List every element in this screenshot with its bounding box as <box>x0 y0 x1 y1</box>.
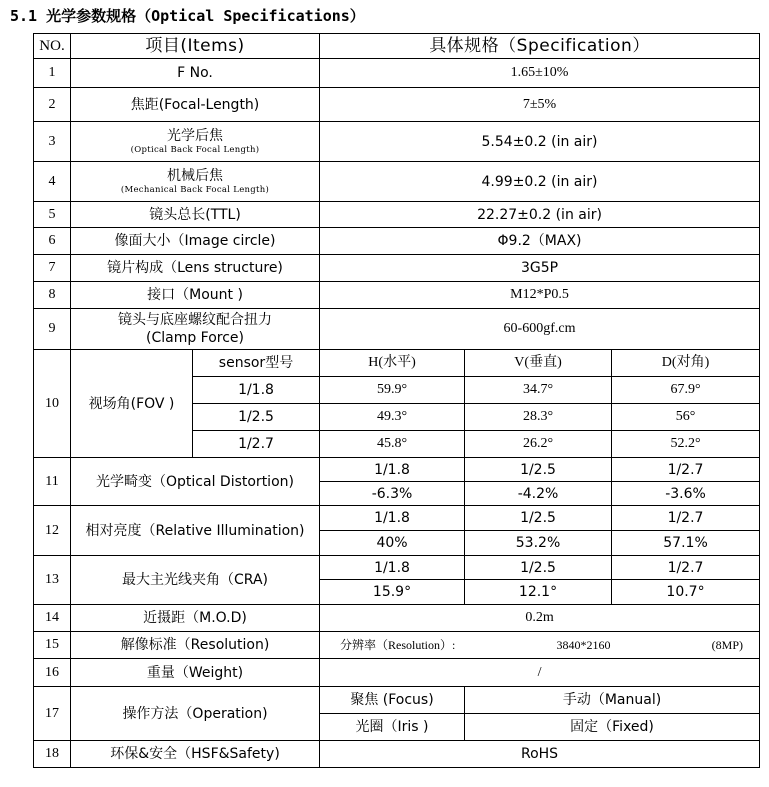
table-row <box>34 350 760 377</box>
resolution-label: 分辨率（Resolution）: <box>340 638 456 652</box>
optical-spec-table <box>33 33 760 768</box>
table-row <box>34 202 760 228</box>
focus-label: 聚焦 (Focus) <box>320 687 465 714</box>
item-label: 光学畸变（Optical Distortion) <box>71 458 320 506</box>
fov-subheader: H(水平) <box>320 350 465 377</box>
distortion-value: -4.2% <box>465 482 612 506</box>
item-label-cell <box>71 122 320 162</box>
spec-value: 4.99±0.2 (in air) <box>320 162 760 202</box>
item-label: 镜头与底座螺纹配合扭力 <box>118 312 272 328</box>
fov-subheader: V(垂直) <box>465 350 612 377</box>
table-row <box>34 605 760 632</box>
row-no: 8 <box>34 282 71 309</box>
item-label: 解像标准（Resolution) <box>71 632 320 659</box>
item-label: 接口（Mount ) <box>71 282 320 309</box>
row-no: 7 <box>34 255 71 282</box>
item-label: 环保&安全（HSF&Safety) <box>71 741 320 768</box>
row-no: 15 <box>34 632 71 659</box>
fov-value: 56° <box>612 404 760 431</box>
resolution-line <box>322 637 757 653</box>
table-row <box>34 458 760 482</box>
table-row <box>34 282 760 309</box>
row-no: 9 <box>34 309 71 350</box>
fov-value: 52.2° <box>612 431 760 458</box>
row-no: 18 <box>34 741 71 768</box>
sensor-size: 1/2.7 <box>612 458 760 482</box>
item-label-cell <box>71 162 320 202</box>
focus-value: 手动（Manual) <box>465 687 760 714</box>
item-label: 重量（Weight) <box>71 659 320 687</box>
row-no: 2 <box>34 88 71 122</box>
table-row <box>34 228 760 255</box>
item-label: 镜头总长(TTL) <box>71 202 320 228</box>
item-label: 像面大小（Image circle) <box>71 228 320 255</box>
table-row <box>34 632 760 659</box>
table-row <box>34 59 760 88</box>
spec-value: 0.2m <box>320 605 760 632</box>
fov-value: 45.8° <box>320 431 465 458</box>
table-row <box>34 255 760 282</box>
resolution-cell <box>320 632 760 659</box>
table-row <box>34 741 760 768</box>
sensor-size: 1/2.7 <box>612 556 760 580</box>
sensor-size: 1/2.7 <box>612 506 760 531</box>
row-no: 13 <box>34 556 71 605</box>
table-row <box>34 659 760 687</box>
item-label-cell <box>71 309 320 350</box>
spec-value: RoHS <box>320 741 760 768</box>
distortion-value: -3.6% <box>612 482 760 506</box>
distortion-value: -6.3% <box>320 482 465 506</box>
fov-value: 28.3° <box>465 404 612 431</box>
item-label: 光学后焦 <box>167 128 223 144</box>
sensor-size: 1/1.8 <box>193 377 320 404</box>
fov-subheader: D(对角) <box>612 350 760 377</box>
spec-value: 1.65±10% <box>320 59 760 88</box>
item-label: 焦距(Focal-Length) <box>71 88 320 122</box>
sensor-size: 1/2.5 <box>465 506 612 531</box>
item-label: 相对亮度（Relative Illumination) <box>71 506 320 556</box>
section-title: 5.1 光学参数规格（Optical Specifications） <box>10 7 365 25</box>
item-label: 近摄距（M.O.D) <box>71 605 320 632</box>
item-label: 最大主光线夹角（CRA) <box>71 556 320 605</box>
sensor-size: 1/2.5 <box>465 458 612 482</box>
row-no: 10 <box>34 350 71 458</box>
fov-value: 67.9° <box>612 377 760 404</box>
sensor-size: 1/1.8 <box>320 458 465 482</box>
fov-value: 49.3° <box>320 404 465 431</box>
row-no: 11 <box>34 458 71 506</box>
fov-value: 34.7° <box>465 377 612 404</box>
sensor-size: 1/2.5 <box>465 556 612 580</box>
spec-value: M12*P0.5 <box>320 282 760 309</box>
spec-value: 5.54±0.2 (in air) <box>320 122 760 162</box>
cra-value: 10.7° <box>612 580 760 605</box>
cra-value: 12.1° <box>465 580 612 605</box>
row-no: 4 <box>34 162 71 202</box>
illumination-value: 53.2% <box>465 531 612 556</box>
item-label: 镜片构成（Lens structure) <box>71 255 320 282</box>
item-label: 机械后焦 <box>167 168 223 184</box>
table-row <box>34 309 760 350</box>
header-no: NO. <box>34 34 71 59</box>
sensor-size: 1/1.8 <box>320 506 465 531</box>
sensor-size: 1/1.8 <box>320 556 465 580</box>
item-label-line2: (Clamp Force) <box>145 330 245 346</box>
row-no: 1 <box>34 59 71 88</box>
cra-value: 15.9° <box>320 580 465 605</box>
table-row <box>34 122 760 162</box>
header-spec: 具体规格（Specification） <box>320 34 760 59</box>
table-row <box>34 556 760 580</box>
item-label: F No. <box>71 59 320 88</box>
item-sublabel: (Optical Back Focal Length) <box>130 145 260 155</box>
iris-value: 固定（Fixed) <box>465 714 760 741</box>
item-label: 视场角(FOV ) <box>71 350 193 458</box>
row-no: 16 <box>34 659 71 687</box>
row-no: 12 <box>34 506 71 556</box>
item-label: 操作方法（Operation) <box>71 687 320 741</box>
header-items: 项目(Items) <box>71 34 320 59</box>
table-row <box>34 88 760 122</box>
table-header-row <box>34 34 760 59</box>
row-no: 5 <box>34 202 71 228</box>
table-row <box>34 506 760 531</box>
item-sublabel: (Mechanical Back Focal Length) <box>120 185 270 195</box>
iris-label: 光圈（Iris ) <box>320 714 465 741</box>
spec-value: Φ9.2（MAX) <box>320 228 760 255</box>
resolution-note: (8MP) <box>711 638 744 652</box>
spec-value: / <box>320 659 760 687</box>
illumination-value: 40% <box>320 531 465 556</box>
spec-value: 3G5P <box>320 255 760 282</box>
fov-subheader: sensor型号 <box>193 350 320 377</box>
fov-value: 26.2° <box>465 431 612 458</box>
row-no: 6 <box>34 228 71 255</box>
spec-value: 22.27±0.2 (in air) <box>320 202 760 228</box>
table-row <box>34 162 760 202</box>
spec-value: 60-600gf.cm <box>320 309 760 350</box>
table-row <box>34 687 760 714</box>
resolution-value: 3840*2160 <box>556 638 611 652</box>
row-no: 14 <box>34 605 71 632</box>
row-no: 3 <box>34 122 71 162</box>
row-no: 17 <box>34 687 71 741</box>
fov-value: 59.9° <box>320 377 465 404</box>
spec-value: 7±5% <box>320 88 760 122</box>
illumination-value: 57.1% <box>612 531 760 556</box>
sensor-size: 1/2.7 <box>193 431 320 458</box>
sensor-size: 1/2.5 <box>193 404 320 431</box>
